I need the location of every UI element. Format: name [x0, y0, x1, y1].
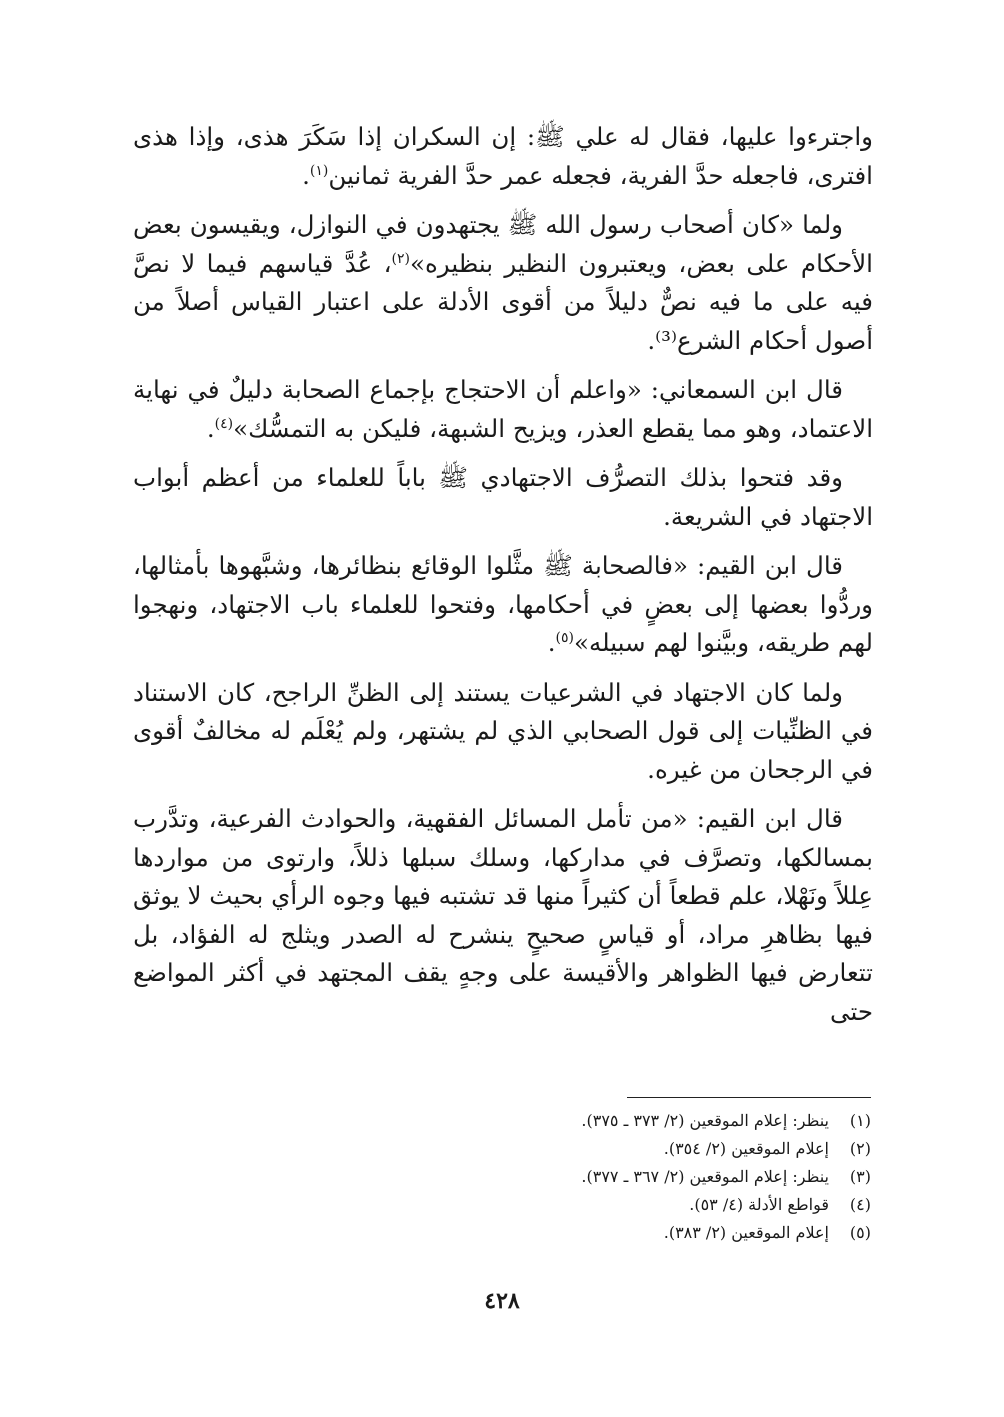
page-number: ٤٢٨: [484, 1288, 520, 1314]
footnote-text: إعلام الموقعين (٢/ ٣٨٣).: [663, 1223, 829, 1242]
footnotes: [131, 1107, 871, 1247]
footnote-text: إعلام الموقعين (٢/ ٣٥٤).: [663, 1139, 829, 1158]
main-text: [133, 118, 873, 1042]
footnote-5: [131, 1219, 871, 1247]
paragraph-4: وقد فتحوا بذلك التصرُّف الاجتهادي ﷺ باباً للعلماء من أعظم أبواب الاجتهاد في الشريعة.: [133, 463, 873, 531]
footnote-ref-4: (٤): [214, 415, 234, 432]
footnote-2: [131, 1135, 871, 1163]
footnote-ref-2: (٢): [391, 250, 410, 267]
footnote-1: [131, 1107, 871, 1135]
footnote-3: [131, 1163, 871, 1191]
footnote-number: (٤): [849, 1195, 871, 1214]
paragraph-1: واجترءوا عليها، فقال له علي ﷺ: إن السكران إذا سَكَرَ هذى، وإذا هذى افترى، فاجعله حدَّ الفرية، فجعله عمر حدَّ الفرية ثمانين$^{(١)}$.: [133, 122, 873, 190]
paragraph-6: ولما كان الاجتهاد في الشرعيات يستند إلى الظنِّ الراجح، كان الاستناد في الظنِّيات إلى قول الصحابي الذي لم يشتهر، ولم يُعْلَم له مخالفٌ أقوى في الرجحان من غيره.: [133, 677, 873, 784]
footnote-number: (٣): [849, 1167, 871, 1186]
footnote-number: (٢): [849, 1139, 871, 1158]
footnote-number: (٥): [849, 1223, 871, 1242]
footnote-ref-1: (١): [309, 162, 329, 179]
paragraph-3: قال ابن السمعاني: «واعلم أن الاحتجاج بإجماع الصحابة دليلٌ في نهاية الاعتماد، وهو مما يقطع العذر، ويزيح الشبهة، فليكن به التمسُّك»$^{(٤)}$.: [133, 375, 873, 443]
paragraph-7: قال ابن القيم: «من تأمل المسائل الفقهية، والحوادث الفرعية، وتدَّرب بمسالكها، وتصرَّف في مداركها، وسلك سبلها ذللاً، وارتوى من مواردها عِللاً ونَهْلا، علم قطعاً أن كثيراً منها قد تشتبه فيها وجوه الرأي بحيث لا يوثق فيها بظاهرِ مراد، أو قياسٍ صحيحٍ ينشرح له الصدر ويثلج له الفؤاد، بل تتعارض فيها الظواهر والأقيسة على وجهٍ يقف المجتهد في أكثر المواضع حتى: [133, 804, 873, 1026]
footnote-4: [131, 1191, 871, 1219]
footnote-text: ينظر: إعلام الموقعين (٢/ ٣٧٣ ـ ٣٧٥).: [581, 1111, 829, 1130]
footnote-text: قواطع الأدلة (٤/ ٥٣).: [689, 1195, 829, 1214]
footnote-number: (١): [849, 1111, 871, 1130]
footnote-separator: [627, 1097, 871, 1098]
paragraph-5: قال ابن القيم: «فالصحابة ﷺ مثَّلوا الوقائع بنظائرها، وشبَّهوها بأمثالها، وردُّوا بعضها إلى بعضٍ في أحكامها، وفتحوا للعلماء باب الاجتهاد، ونهجوا لهم طريقه، وبيَّنوا لهم سبيله»$^{(٥)}$.: [133, 551, 873, 657]
paragraph-2: ولما «كان أصحاب رسول الله ﷺ يجتهدون في النوازل، ويقيسون بعض الأحكام على بعض، ويعتبرون النظير بنظيره»$^{(٢)}$، عُدَّ قياسهم فيما لا نصَّ فيه على ما فيه نصٌّ دليلاً من أقوى الأدلة على اعتبار القياس أصلاً من أصول أحكام الشرع⁽³⁾.: [133, 210, 873, 355]
footnote-ref-5: (٥): [555, 629, 574, 646]
footnote-text: ينظر: إعلام الموقعين (٢/ ٣٦٧ ـ ٣٧٧).: [581, 1167, 829, 1186]
